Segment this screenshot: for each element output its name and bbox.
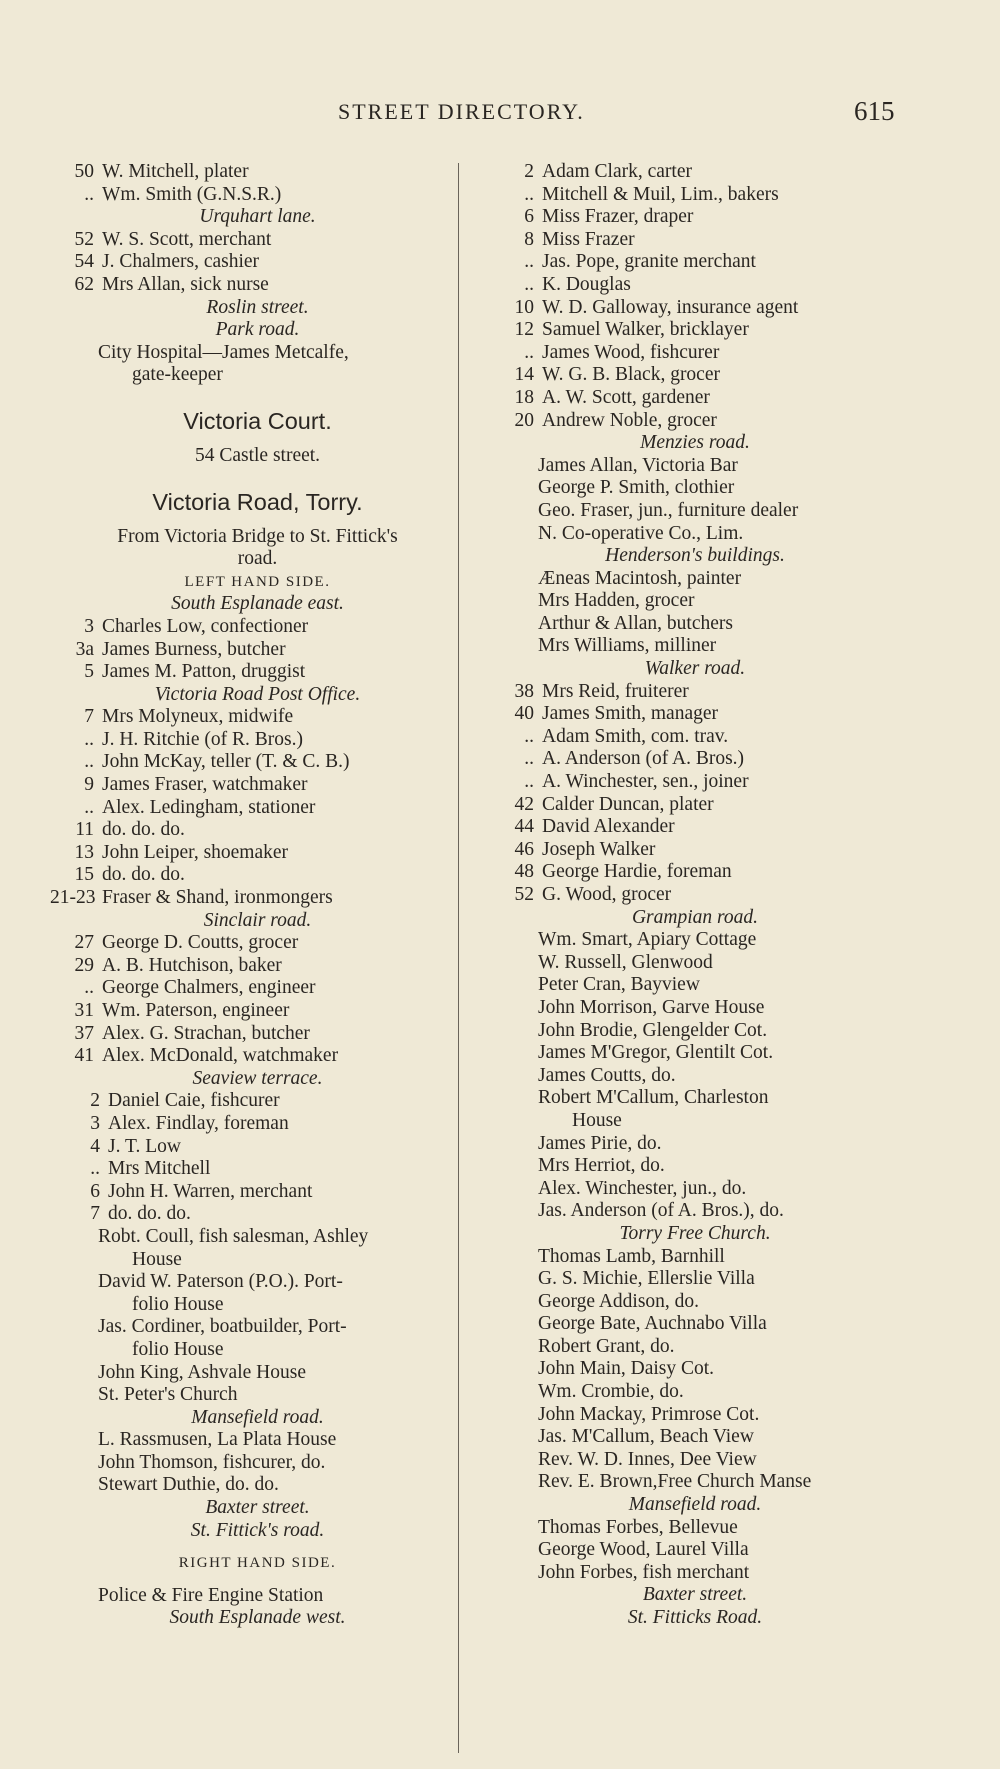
occupant-text: John McKay, teller (T. & C. B.) [102,751,350,773]
unnumbered-entry: Geo. Fraser, jun., furniture dealer [538,499,799,521]
unnumbered-entry: George Bate, Auchnabo Villa [538,1313,767,1335]
unnumbered-entry: John Mackay, Primrose Cot. [538,1403,760,1425]
house-number: 37 [74,1022,94,1044]
directory-entry [490,726,900,749]
occupant-text: Calder Duncan, plater [542,793,714,815]
unnumbered-entry: Peter Cran, Bayview [538,974,700,996]
directory-entry [490,229,900,252]
occupant-text: A. W. Scott, gardener [542,386,710,408]
cross-street: Sinclair road. [203,909,312,931]
house-number: 21-23 [50,887,96,909]
route-note: road. [237,548,278,570]
directory-entry [50,864,465,887]
side-heading: RIGHT HAND SIDE. [178,1555,337,1572]
house-number: 5 [84,661,94,683]
unnumbered-entry: Jas. M'Callum, Beach View [538,1426,754,1448]
occupant-text: John Leiper, shoemaker [102,841,289,863]
spacer [50,1542,465,1552]
unnumbered-entry: St. Peter's Church [98,1384,238,1406]
house-number: 6 [524,206,534,228]
directory-entry [50,977,465,1000]
unnumbered-entry: John Brodie, Glengelder Cot. [538,1019,768,1041]
unnumbered-entry: John Morrison, Garve House [538,996,765,1018]
directory-entry [50,797,465,820]
directory-entry [50,1045,465,1068]
unnumbered-entry: James Pirie, do. [538,1132,662,1154]
house-number: .. [524,748,534,770]
unnumbered-entry: James Coutts, do. [538,1064,676,1086]
house-number: 62 [74,273,94,295]
unnumbered-entry: Rev. E. Brown,Free Church Manse [538,1471,812,1493]
directory-entry [490,297,900,320]
house-number: 3 [84,615,94,637]
house-number: 38 [514,680,534,702]
house-number: 7 [90,1203,100,1225]
house-number: 54 [74,251,94,273]
occupant-text: A. Anderson (of A. Bros.) [542,748,745,770]
cross-street: Baxter street. [642,1584,748,1606]
directory-entry [50,774,465,797]
directory-entry [50,1000,465,1023]
entry-continuation: folio House [132,1338,224,1360]
occupant-text: James Burness, butcher [102,638,286,660]
directory-entry [490,681,900,704]
cross-street: Henderson's buildings. [605,545,785,567]
directory-entry [490,251,900,274]
unnumbered-entry: Robert M'Callum, Charleston [538,1087,769,1109]
house-number: .. [84,751,94,773]
cross-street: Victoria Road Post Office. [154,683,361,705]
occupant-text: David Alexander [542,816,675,838]
unnumbered-entry: Rev. W. D. Innes, Dee View [538,1448,757,1470]
directory-entry [50,616,465,639]
house-number: 42 [514,793,534,815]
occupant-text: Andrew Noble, grocer [542,409,717,431]
house-number: 3a [75,638,94,660]
occupant-text: W. Mitchell, plater [102,161,249,182]
unnumbered-entry: George Wood, Laurel Villa [538,1539,749,1561]
directory-entry [50,932,465,955]
directory-entry [490,319,900,342]
directory-entry [50,251,465,274]
occupant-text: Jas. Pope, granite merchant [542,251,756,273]
house-number: 8 [524,228,534,250]
cross-street: South Esplanade west. [169,1607,346,1629]
cross-street: Mansefield road. [628,1494,762,1516]
directory-entry [50,819,465,842]
occupant-text: do. do. do. [102,864,185,886]
occupant-text: John H. Warren, merchant [108,1180,313,1202]
occupant-text: Adam Smith, com. trav. [542,725,729,747]
house-number: .. [90,1158,100,1180]
directory-entry [50,639,465,662]
house-number: 44 [514,816,534,838]
occupant-text: Mrs Mitchell [108,1158,211,1180]
house-number: 10 [514,296,534,318]
directory-entry [490,387,900,410]
directory-entry [490,703,900,726]
house-number: .. [84,728,94,750]
directory-entry [490,161,900,184]
occupant-text: J. Chalmers, cashier [102,251,260,273]
occupant-text: Alex. McDonald, watchmaker [102,1045,339,1067]
occupant-text: K. Douglas [542,273,631,295]
house-number: 2 [524,161,534,182]
house-number: .. [524,273,534,295]
right-column [490,161,900,1630]
unnumbered-entry: W. Russell, Glenwood [538,951,713,973]
entry-continuation: House [572,1109,622,1131]
occupant-text: W. D. Galloway, insurance agent [542,296,799,318]
spacer [50,1575,465,1585]
unnumbered-entry: James Allan, Victoria Bar [538,454,738,476]
directory-entry [490,839,900,862]
occupant-text: A. B. Hutchison, baker [102,954,282,976]
house-number: 41 [74,1045,94,1067]
directory-entry [50,1136,465,1159]
directory-entry [50,955,465,978]
occupant-text: Daniel Caie, fishcurer [108,1090,280,1112]
house-number: 6 [90,1180,100,1202]
directory-entry [490,748,900,771]
directory-entry [50,1158,465,1181]
spacer [50,468,465,478]
occupant-text: A. Winchester, sen., joiner [542,771,749,793]
left-column [50,161,465,1630]
entry-continuation: House [132,1248,182,1270]
cross-street: Seaview terrace. [192,1067,323,1089]
cross-street: Park road. [215,319,300,341]
unnumbered-entry: James M'Gregor, Glentilt Cot. [538,1042,774,1064]
house-number: 46 [514,838,534,860]
house-number: 15 [74,864,94,886]
occupant-text: Adam Clark, carter [542,161,692,182]
directory-entry [490,184,900,207]
unnumbered-entry: Stewart Duthie, do. do. [98,1474,279,1496]
occupant-text: J. T. Low [108,1135,181,1157]
cross-street: Baxter street. [205,1497,310,1519]
house-number: .. [524,251,534,273]
unnumbered-entry: Wm. Smart, Apiary Cottage [538,929,757,951]
directory-entry [490,410,900,433]
unnumbered-entry: Jas. Cordiner, boatbuilder, Port- [98,1316,347,1338]
unnumbered-entry: N. Co-operative Co., Lim. [538,522,744,544]
page-number: 615 [854,96,895,126]
cross-street: St. Fitticks Road. [627,1607,763,1628]
unnumbered-entry: Wm. Crombie, do. [538,1381,684,1403]
house-number: 20 [514,409,534,431]
route-note: 54 Castle street. [194,444,321,466]
house-number: .. [524,341,534,363]
directory-entry [50,1113,465,1136]
occupant-text: James Smith, manager [542,703,719,725]
entry-continuation: folio House [132,1293,224,1315]
house-number: 50 [74,161,94,182]
house-number: 11 [75,819,94,841]
cross-street: South Esplanade east. [171,593,344,615]
unnumbered-entry: G. S. Michie, Ellerslie Villa [538,1268,755,1290]
house-number: 7 [84,706,94,728]
occupant-text: James M. Patton, druggist [102,661,306,683]
directory-entry [50,729,465,752]
cross-street: St. Fittick's road. [190,1519,325,1541]
directory-entry [490,861,900,884]
directory-entry [490,342,900,365]
occupant-text: James Fraser, watchmaker [102,774,308,796]
house-number: 14 [514,364,534,386]
directory-entry [490,794,900,817]
directory-entry [50,1023,465,1046]
directory-entry [490,206,900,229]
occupant-text: George Hardie, foreman [542,861,732,883]
house-number: .. [524,183,534,205]
occupant-text: Alex. Ledingham, stationer [102,796,316,818]
house-number: 3 [90,1112,100,1134]
unnumbered-entry: Robt. Coull, fish salesman, Ashley [98,1225,369,1247]
house-number: 2 [90,1090,100,1112]
house-number: .. [524,771,534,793]
occupant-text: Mrs Molyneux, midwife [102,706,294,728]
house-number: 29 [74,954,94,976]
unnumbered-entry: George Addison, do. [538,1290,700,1312]
spacer [50,387,465,397]
unnumbered-entry: David W. Paterson (P.O.). Port- [98,1271,343,1293]
house-number: .. [524,725,534,747]
unnumbered-entry: Mrs Williams, milliner [538,635,717,657]
occupant-text: J. H. Ritchie (of R. Bros.) [102,728,303,750]
directory-entry [50,161,465,184]
occupant-text: W. S. Scott, merchant [102,228,272,250]
house-number: 52 [514,884,534,905]
occupant-text: do. do. do. [108,1203,191,1225]
occupant-text: W. G. B. Black, grocer [542,364,720,386]
unnumbered-entry: Police & Fire Engine Station [98,1584,324,1606]
cross-street: Roslin street. [206,296,309,318]
occupant-text: Charles Low, confectioner [102,615,309,637]
unnumbered-entry: Æneas Macintosh, painter [538,567,742,589]
house-number: 27 [74,932,94,954]
unnumbered-entry: John Forbes, fish merchant [538,1561,750,1583]
cross-street: Walker road. [644,658,746,680]
directory-entry [50,661,465,684]
running-header: STREET DIRECTORY. [338,99,585,124]
unnumbered-entry: Thomas Forbes, Bellevue [538,1516,738,1538]
occupant-text: Mrs Allan, sick nurse [102,273,269,295]
occupant-text: Wm. Paterson, engineer [102,1000,290,1021]
occupant-text: Miss Frazer, draper [542,206,694,228]
occupant-text: Mitchell & Muil, Lim., bakers [542,183,779,205]
unnumbered-entry: City Hospital—James Metcalfe, [98,341,349,363]
house-number: .. [84,977,94,999]
occupant-text: James Wood, fishcurer [542,341,720,363]
directory-entry [50,842,465,865]
directory-entry [50,1090,465,1113]
occupant-text: Joseph Walker [542,838,656,860]
house-number: 18 [514,386,534,408]
house-number: 52 [74,228,94,250]
house-number: 4 [90,1135,100,1157]
occupant-text: Miss Frazer [542,228,635,250]
unnumbered-entry: L. Rassmusen, La Plata House [98,1429,337,1451]
occupant-text: George Chalmers, engineer [102,977,316,999]
house-number: .. [84,183,94,205]
cross-street: Grampian road. [631,906,759,928]
unnumbered-entry: Robert Grant, do. [538,1335,675,1357]
unnumbered-entry: John Thomson, fishcurer, do. [98,1451,326,1473]
occupant-text: do. do. do. [102,819,185,841]
side-heading: LEFT HAND SIDE. [184,573,331,590]
directory-entry [50,184,465,207]
occupant-text: Alex. G. Strachan, butcher [102,1022,310,1044]
route-note: From Victoria Bridge to St. Fittick's [117,525,398,547]
unnumbered-entry: Arthur & Allan, butchers [538,612,733,634]
cross-street: Menzies road. [640,432,750,454]
entry-continuation: gate-keeper [132,364,223,386]
directory-entry [50,229,465,252]
section-heading: Victoria Court. [183,407,332,434]
directory-entry [490,884,900,907]
house-number: 9 [84,774,94,796]
occupant-text: Alex. Findlay, foreman [108,1112,289,1134]
unnumbered-entry: Mrs Herriot, do. [538,1155,665,1177]
unnumbered-entry: Mrs Hadden, grocer [538,590,695,612]
directory-entry [490,771,900,794]
house-number: .. [84,796,94,818]
unnumbered-entry: John King, Ashvale House [98,1361,306,1383]
house-number: 48 [514,861,534,883]
directory-entry [50,1181,465,1204]
directory-entry [490,364,900,387]
occupant-text: Fraser & Shand, ironmongers [102,887,333,909]
occupant-text: Mrs Reid, fruiterer [542,680,689,702]
cross-street: Torry Free Church. [619,1222,771,1244]
occupant-text: Wm. Smith (G.N.S.R.) [102,183,282,205]
house-number: 40 [514,703,534,725]
occupant-text: G. Wood, grocer [542,884,672,905]
occupant-text: George D. Coutts, grocer [102,932,299,954]
house-number: 12 [514,319,534,341]
house-number: 13 [74,841,94,863]
cross-street: Urquhart lane. [199,206,316,228]
directory-entry [50,1203,465,1226]
unnumbered-entry: Jas. Anderson (of A. Bros.), do. [538,1200,784,1222]
directory-entry [50,274,465,297]
directory-entry [50,887,465,910]
unnumbered-entry: Alex. Winchester, jun., do. [538,1177,747,1199]
cross-street: Mansefield road. [191,1406,324,1428]
house-number: 31 [74,1000,94,1021]
directory-entry [50,751,465,774]
directory-entry [50,706,465,729]
directory-entry [490,274,900,297]
unnumbered-entry: Thomas Lamb, Barnhill [538,1245,725,1267]
unnumbered-entry: George P. Smith, clothier [538,477,735,499]
occupant-text: Samuel Walker, bricklayer [542,319,749,341]
unnumbered-entry: John Main, Daisy Cot. [538,1358,715,1380]
section-heading: Victoria Road, Torry. [152,488,363,515]
directory-entry [490,816,900,839]
